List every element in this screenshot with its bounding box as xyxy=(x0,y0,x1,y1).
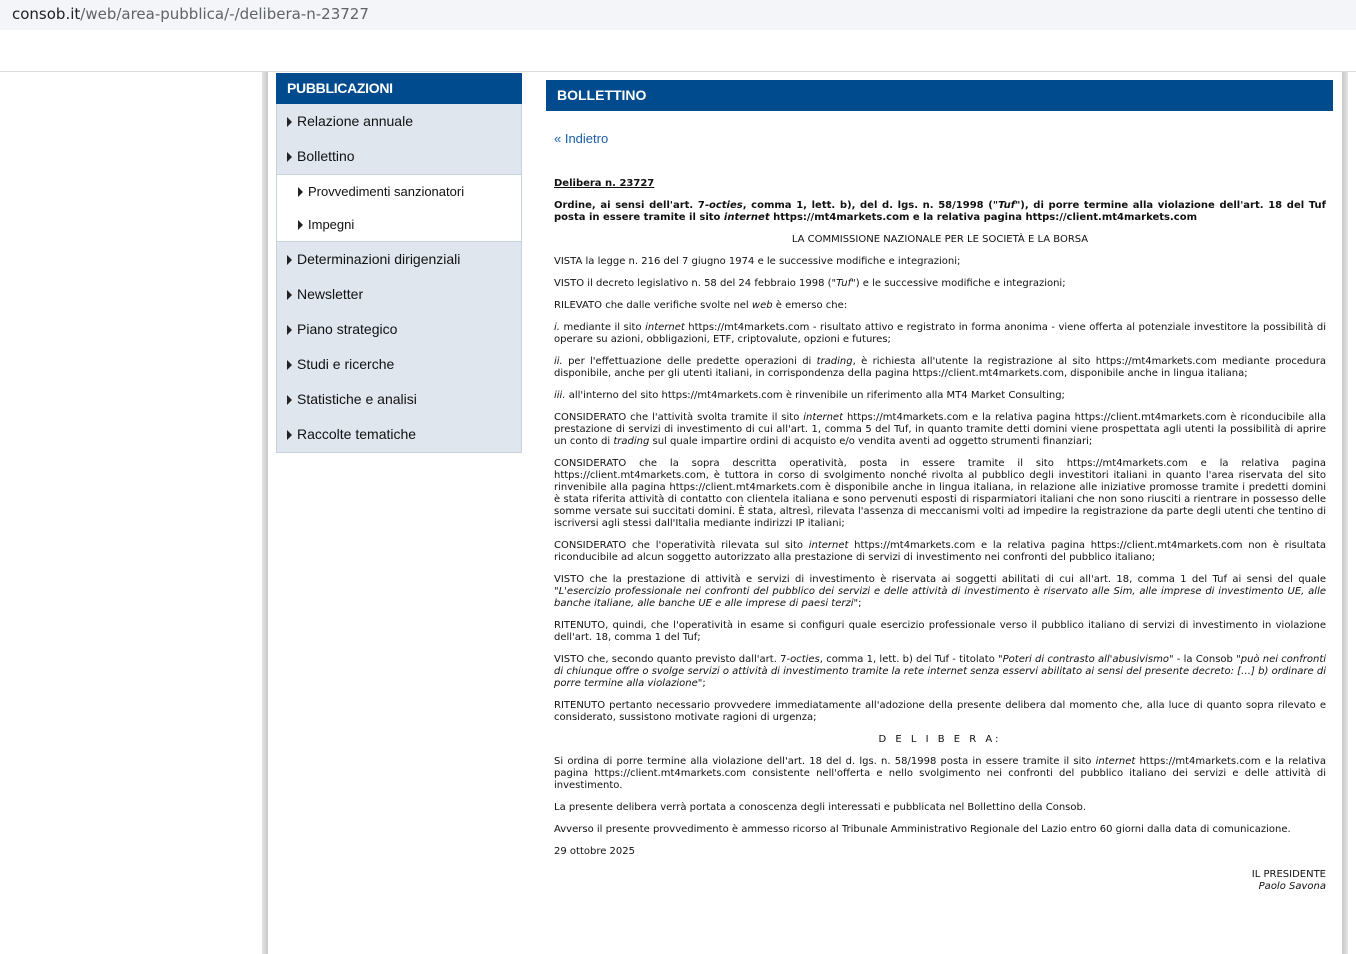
sidebar-subitem-label: Provvedimenti sanzionatori xyxy=(308,184,465,199)
url-host: consob.it xyxy=(12,5,81,23)
document-subject: Ordine, ai sensi dell'art. 7-octies, comma 1, lett. b), del d. lgs. n. 58/1998 ("Tuf"), di porre termine alla violazione dell'art. 18 del Tuf posta in essere tramite il sito internet https://mt4markets.com e la relativa pagina https://client.mt4markets.com xyxy=(554,200,1326,223)
sidebar-item-label: Bollettino xyxy=(297,148,355,164)
triangle-right-icon xyxy=(287,117,292,127)
sidebar-item-label: Piano strategico xyxy=(297,321,398,337)
sidebar-subitem-impegni[interactable] xyxy=(276,208,522,241)
page-border-left xyxy=(262,72,268,954)
sidebar-item-label: Raccolte tematiche xyxy=(297,426,417,442)
commission-heading: LA COMMISSIONE NAZIONALE PER LE SOCIETÀ E LA BORSA xyxy=(791,234,1089,245)
sidebar-subitem-provvedimenti-sanzionatori[interactable] xyxy=(276,175,522,208)
paragraph-visto-octies: VISTO che, secondo quanto previsto dall'art. 7-octies, comma 1, lett. b) del Tuf - titolato "Poteri di contrasto all'abusivismo" - la Consob "può nei confronti di chiunque offre o svolge servizi o attività di investimento tramite la rete internet senza esservi abilitato ai sensi del presente decreto: […] b) ordinare di porre termine alla violazione"; xyxy=(554,654,1327,689)
triangle-right-icon xyxy=(287,152,292,162)
paragraph-visto-decreto: VISTO il decreto legislativo n. 58 del 24 febbraio 1998 ("Tuf") e le successive modifiche e integrazioni; xyxy=(554,278,1066,289)
delibera-heading: D E L I B E R A: xyxy=(878,734,1002,745)
sidebar-submenu-bollettino xyxy=(276,174,522,242)
signature-title: IL PRESIDENTE xyxy=(1251,869,1326,880)
triangle-right-icon xyxy=(287,325,292,335)
sidebar-item-determinazioni-dirigenziali[interactable] xyxy=(276,242,522,277)
sidebar-item-label: Newsletter xyxy=(297,286,364,302)
triangle-right-icon xyxy=(287,395,292,405)
sidebar-subitem-label: Impegni xyxy=(308,217,355,232)
paragraph-ricorso: Avverso il presente provvedimento è ammesso ricorso al Tribunale Amministrativo Regionale del Lazio entro 60 giorni dalla data di comunicazione. xyxy=(554,824,1291,835)
url-path: /web/area-pubblica/-/delibera-n-23727 xyxy=(80,5,369,23)
triangle-right-icon xyxy=(287,290,292,300)
main-heading: BOLLETTINO xyxy=(546,80,1333,111)
paragraph-considerato-3: CONSIDERATO che l'operatività rilevata sul sito internet https://mt4markets.com e la relativa pagina https://client.mt4markets.com non è risultata riconducibile ad alcun soggetto autorizzato alla prestazione di servizi di investimento nei confronti del pubblico italiano; xyxy=(554,540,1326,563)
paragraph-considerato-2: CONSIDERATO che la sopra descritta operatività, posta in essere tramite il sito https://mt4markets.com e la relativa pagina https://client.mt4markets.com, è tuttora in corso di svolgimento nonché rivolta al pubblico degli investitori italiani in quanto l'area riservata del sito rinvenibile alla pagina https://client.mt4markets.com è disponibile anche in lingua italiana, in relazione alle iniziative promosse tramite i predetti domini è stata riferita attività di contatto con clientela italiana e sono pervenuti esposti di risparmiatori italiani che non sono riusciti a rientrare in possesso delle somme versate sui succitati domini. È stata, altresì, rilevata l'assenza di meccanismi volti ad impedire la registrazione da parte degli utenti che tentino di iscriversi agli stessi dall'Italia mediante indirizzi IP italiani; xyxy=(554,458,1326,529)
paragraph-pubblicazione: La presente delibera verrà portata a conoscenza degli interessati e pubblicata nel Bollettino della Consob. xyxy=(554,802,1087,813)
triangle-right-icon xyxy=(298,187,303,197)
sidebar-item-studi-ricerche[interactable] xyxy=(276,347,522,382)
sidebar-item-bollettino[interactable] xyxy=(276,139,522,174)
triangle-right-icon xyxy=(287,430,292,440)
paragraph-ritenuto-1: RITENUTO, quindi, che l'operatività in esame si configuri quale esercizio professionale verso il pubblico italiano di servizi di investimento in violazione dell'art. 18, comma 1 del Tuf; xyxy=(554,620,1326,643)
document-date: 29 ottobre 2025 xyxy=(554,846,636,857)
paragraph-point-i: i. mediante il sito internet https://mt4markets.com - risultato attivo e registrato in forma anonima - viene offerta al potenziale investitore la possibilità di operare su azioni, obbligazioni, ETF, criptovalute, opzioni e futures; xyxy=(554,322,1327,345)
signature-block xyxy=(554,869,1326,893)
paragraph-visto-art18: VISTO che la prestazione di attività e servizi di investimento è riservata ai soggetti abilitati di cui all'art. 18, comma 1 del Tuf ai sensi del quale "L'esercizio professionale nei confronti del pubblico dei servizi e delle attività di investimento è riservato alle Sim, alle imprese di investimento UE, alle banche italiane, alle banche UE e alle imprese di paesi terzi"; xyxy=(554,574,1326,609)
paragraph-ritenuto-2: RITENUTO pertanto necessario provvedere immediatamente all'adozione della presente delibera dal momento che, alla luce di quanto sopra rilevato e considerato, sussistono motivate ragioni di urgenza; xyxy=(554,700,1326,723)
sidebar-publications xyxy=(276,73,522,453)
signature-name: Paolo Savona xyxy=(1258,881,1326,892)
triangle-right-icon xyxy=(287,255,292,265)
main-panel xyxy=(546,80,1333,146)
paragraph-ordine: Si ordina di porre termine alla violazione dell'art. 18 del d. lgs. n. 58/1998 posta in essere tramite il sito internet https://mt4markets.com e la relativa pagina https://client.mt4markets.com consistente nell'offerta e nello svolgimento nei confronti del pubblico italiano dei servizi e delle attività di investimento. xyxy=(554,756,1326,791)
paragraph-point-iii: iii. all'interno del sito https://mt4markets.com è rinvenibile un riferimento alla MT4 Market Consulting; xyxy=(554,390,1065,401)
paragraph-rilevato: RILEVATO che dalle verifiche svolte nel web è emerso che: xyxy=(554,300,848,311)
browser-toolbar-area xyxy=(0,30,1356,72)
sidebar-item-newsletter[interactable] xyxy=(276,277,522,312)
sidebar-item-label: Statistiche e analisi xyxy=(297,391,417,407)
sidebar-item-label: Studi e ricerche xyxy=(297,356,395,372)
back-link[interactable]: « Indietro xyxy=(554,131,609,146)
document-title: Delibera n. 23727 xyxy=(554,178,655,189)
triangle-right-icon xyxy=(287,360,292,370)
paragraph-vista-legge: VISTA la legge n. 216 del 7 giugno 1974 e le successive modifiche e integrazioni; xyxy=(554,256,961,267)
sidebar-heading: PUBBLICAZIONI xyxy=(276,73,522,104)
sidebar-item-relazione-annuale[interactable] xyxy=(276,104,522,139)
paragraph-point-ii: ii. per l'effettuazione delle predette operazioni di trading, è richiesta all'utente la registrazione al sito https://mt4markets.com mediante procedura disponibile, anche per gli utenti italiani, in corrispondenza della pagina https://client.mt4markets.com, disponibile anche in lingua italiana; xyxy=(554,356,1326,379)
triangle-right-icon xyxy=(298,220,303,230)
sidebar-item-piano-strategico[interactable] xyxy=(276,312,522,347)
paragraph-considerato-1: CONSIDERATO che l'attività svolta tramite il sito internet https://mt4markets.com e la relativa pagina https://client.mt4markets.com è riconducibile alla prestazione di servizi di investimento di cui all'art. 1, comma 5 del Tuf, in quanto tramite detti domini viene prospettata agli utenti la possibilità di aprire un conto di trading sul quale impartire ordini di acquisto e/o vendita aventi ad oggetto strumenti finanziari; xyxy=(554,412,1327,447)
url-text[interactable] xyxy=(12,5,369,23)
sidebar-item-raccolte-tematiche[interactable] xyxy=(276,417,522,453)
sidebar-item-statistiche-analisi[interactable] xyxy=(276,382,522,417)
delibera-document xyxy=(554,178,1326,893)
address-bar[interactable] xyxy=(0,0,1356,30)
page-border-right xyxy=(1342,72,1348,954)
sidebar-item-label: Determinazioni dirigenziali xyxy=(297,251,461,267)
sidebar-item-label: Relazione annuale xyxy=(297,113,413,129)
